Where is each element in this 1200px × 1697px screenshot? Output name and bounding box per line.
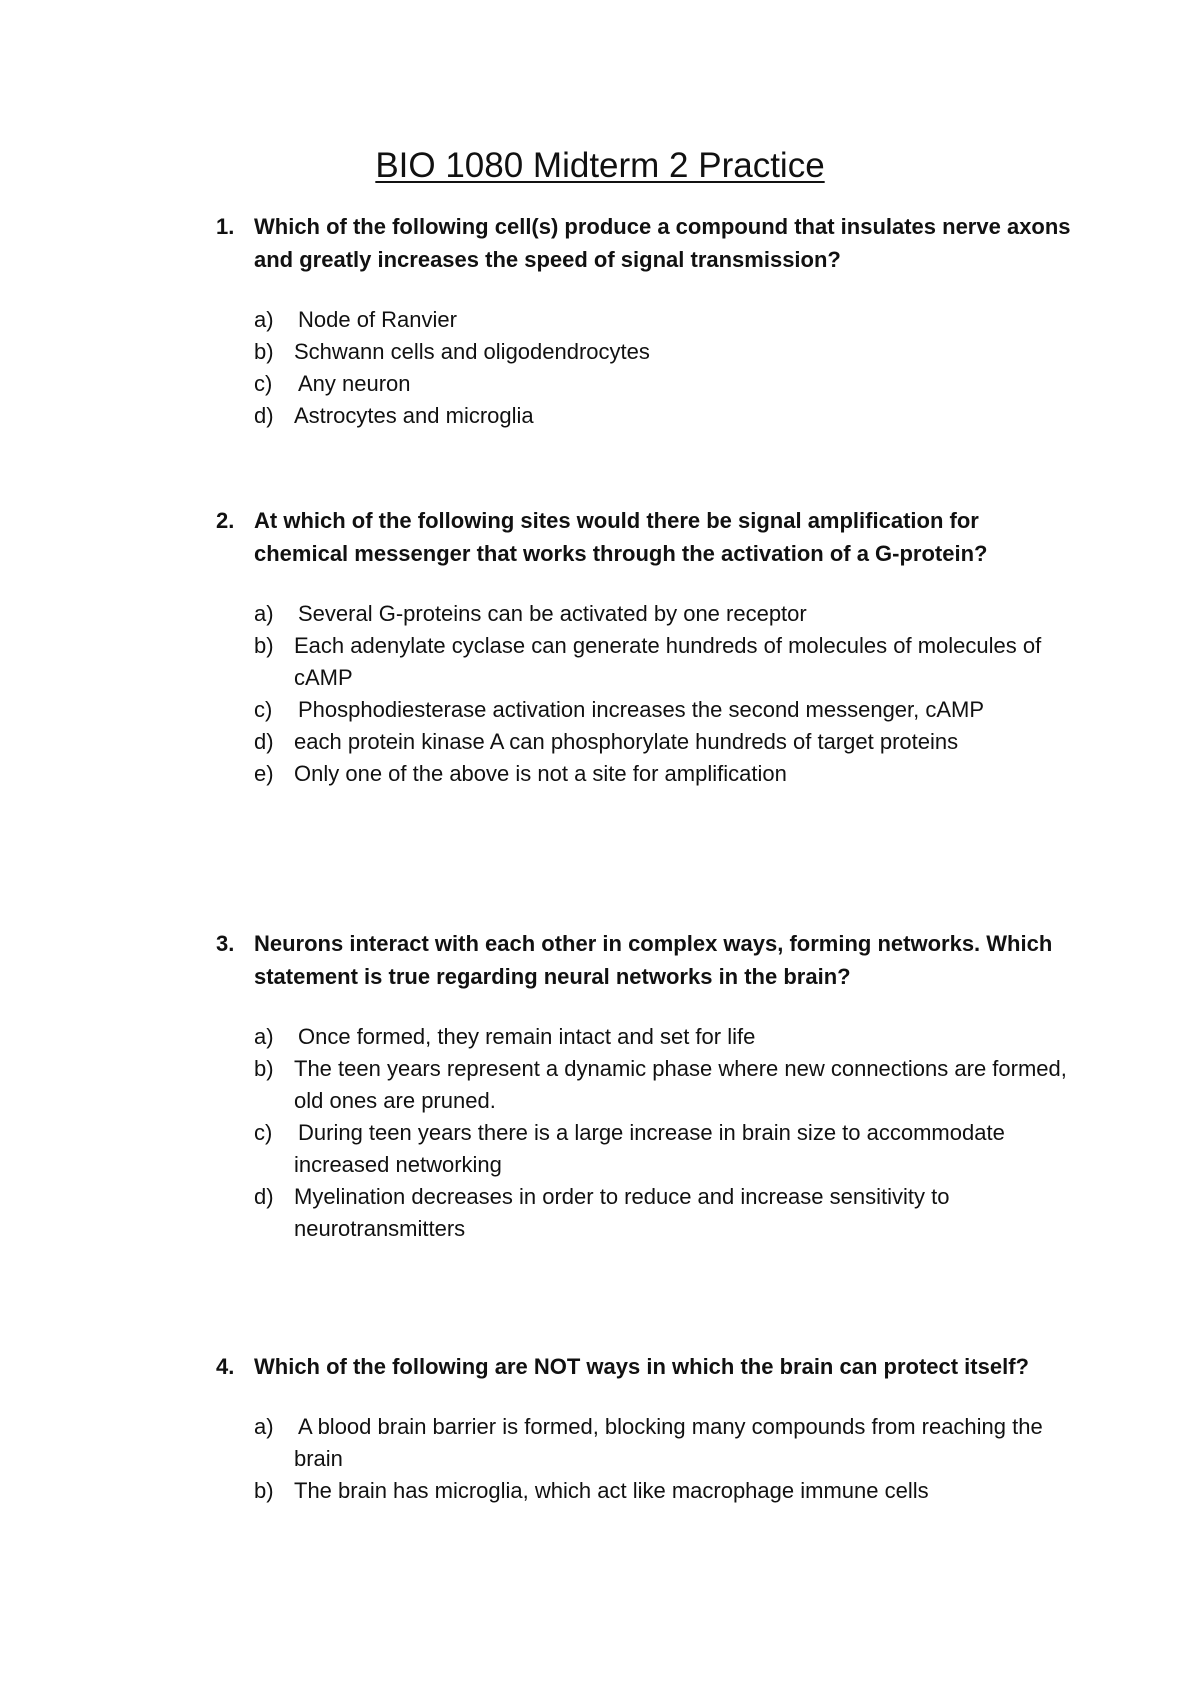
answer-option [216,726,1076,758]
option-letter: a) [254,307,274,332]
question-number: 1. [216,214,235,239]
answer-option [216,630,1076,694]
page-title: BIO 1080 Midterm 2 Practice [375,146,825,185]
option-letter: b) [254,1056,274,1081]
answer-option [216,1475,1076,1507]
question-stem [216,927,1076,993]
question-text: At which of the following sites would there be signal amplification for chemical messenger that works through the activation of a G-protein? [254,508,988,566]
option-text: Node of Ranvier [298,307,457,332]
option-text: Several G-proteins can be activated by one receptor [298,601,807,626]
answer-option [216,1053,1076,1117]
answer-option [216,1021,1076,1053]
option-text: Phosphodiesterase activation increases the second messenger, cAMP [298,697,985,722]
answer-option [216,694,1076,726]
question-text: Which of the following are NOT ways in which the brain can protect itself? [254,1354,1029,1379]
option-letter: b) [254,1478,274,1503]
option-text: Any neuron [298,371,411,396]
question-stem [216,210,1076,276]
answer-options [216,1411,1076,1507]
question-4 [216,1350,1076,1507]
option-text: Once formed, they remain intact and set for life [298,1024,756,1049]
option-text: Only one of the above is not a site for amplification [294,761,787,786]
option-letter: b) [254,633,274,658]
option-letter: c) [254,1120,273,1145]
question-text: Which of the following cell(s) produce a compound that insulates nerve axons and greatly increases the speed of signal transmission? [254,214,1071,272]
question-stem [216,504,1076,570]
option-letter: b) [254,339,274,364]
option-text: Schwann cells and oligodendrocytes [294,339,650,364]
option-letter: a) [254,601,274,626]
option-text: A blood brain barrier is formed, blocking many compounds from reaching the brain [294,1414,1043,1471]
question-3 [216,927,1076,1245]
answer-options [216,598,1076,790]
option-text: Astrocytes and microglia [294,403,534,428]
answer-option [216,368,1076,400]
answer-option [216,304,1076,336]
question-1 [216,210,1076,432]
option-letter: d) [254,403,274,428]
option-text: Each adenylate cyclase can generate hundreds of molecules of molecules of cAMP [294,633,1042,690]
answer-option [216,598,1076,630]
answer-options [216,304,1076,432]
question-2 [216,504,1076,790]
answer-option [216,1411,1076,1475]
question-number: 3. [216,931,235,956]
option-text: Myelination decreases in order to reduce and increase sensitivity to neurotransmitters [294,1184,950,1241]
option-text: The brain has microglia, which act like macrophage immune cells [294,1478,929,1503]
answer-option [216,758,1076,790]
question-number: 2. [216,508,235,533]
answer-option [216,336,1076,368]
question-text: Neurons interact with each other in complex ways, forming networks. Which statement is true regarding neural networks in the brain? [254,931,1053,989]
option-letter: a) [254,1414,274,1439]
option-letter: c) [254,697,273,722]
answer-option [216,1181,1076,1245]
answer-options [216,1021,1076,1245]
answer-option [216,1117,1076,1181]
option-letter: c) [254,371,273,396]
option-letter: a) [254,1024,274,1049]
option-text: The teen years represent a dynamic phase where new connections are formed, old ones are pruned. [294,1056,1067,1113]
question-number: 4. [216,1354,235,1379]
option-letter: e) [254,761,274,786]
option-letter: d) [254,729,274,754]
question-stem [216,1350,1076,1383]
answer-option [216,400,1076,432]
option-text: During teen years there is a large increase in brain size to accommodate increased networking [294,1120,1005,1177]
option-letter: d) [254,1184,274,1209]
option-text: each protein kinase A can phosphorylate hundreds of target proteins [294,729,959,754]
